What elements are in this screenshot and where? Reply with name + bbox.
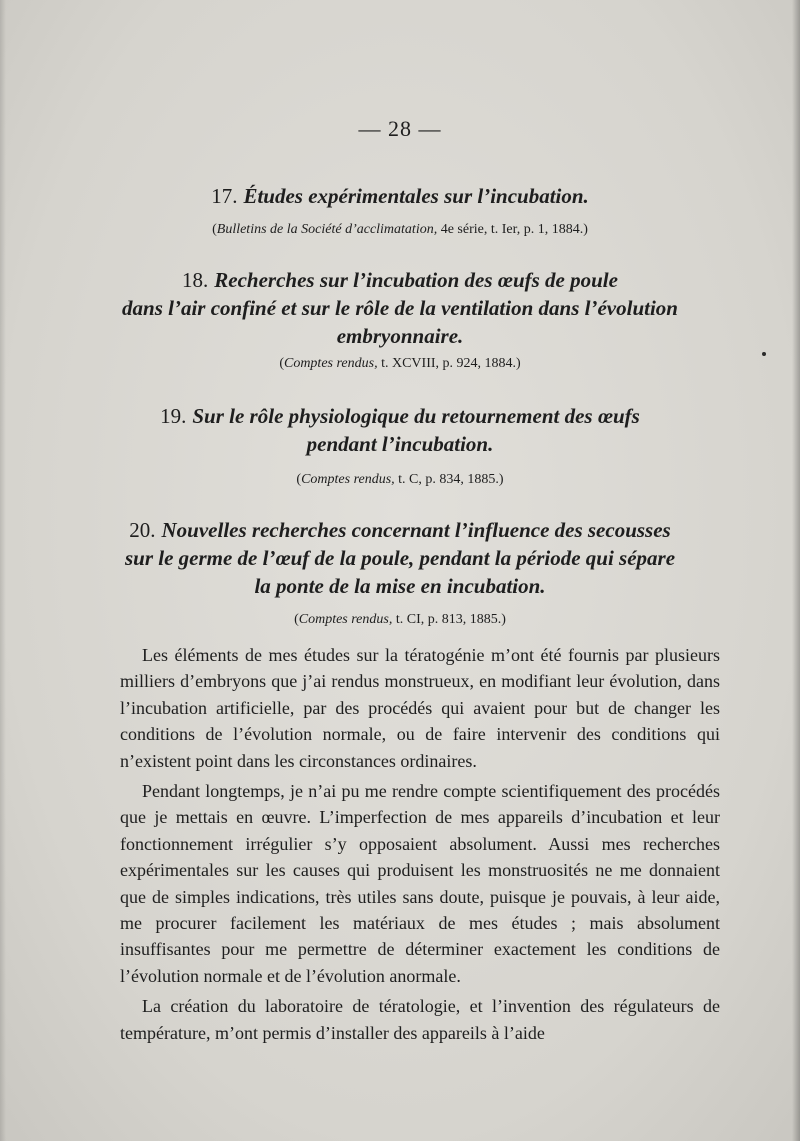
- citation-details: t. XCVIII, p. 924, 1884.: [381, 356, 517, 371]
- citation-source: Bulletins de la Société d’acclimatation,: [216, 222, 438, 237]
- bibliography-entry-17: [0, 182, 800, 240]
- paragraph: La création du laboratoire de tératologie, et l’invention des régulateurs de température, m’ont permis d’installer des appareils à l’aide: [120, 996, 720, 1043]
- citation-details: 4e série, t. Ier, p. 1, 1884.: [440, 222, 584, 237]
- citation-source: Comptes rendus,: [298, 612, 393, 627]
- entry-title-line: sur le germe de l’œuf de la poule, pendant la période qui sépare: [124, 546, 676, 570]
- entry-title-line: 17. Études expérimentales sur l’incubation.: [211, 184, 589, 208]
- entry-number: 19.: [160, 404, 187, 428]
- page-number: — 28 —: [358, 116, 442, 141]
- paragraph: Pendant longtemps, je n’ai pu me rendre compte scientifiquement des procédés que je mettais en œuvre. L’imperfection de mes appareils d’incubation et leur fonctionnement irrégulier s’y opposaient absolument. Aussi mes recherches expérimentales sur les causes qui produisent les monstruosités ne me donnaient que de simples indications, très utiles sans doute, puisque je pouvais, à leur aide, me procurer facilement les matériaux de mes études ; mais absolument insuffisantes pour me permettre de déterminer exactement les conditions de l’évolution normale et de l’évolution anormale.: [120, 781, 720, 986]
- entry-title-line: dans l’air confiné et sur le rôle de la ventilation dans l’évolution: [122, 296, 678, 320]
- citation-details: t. C, p. 834, 1885.: [398, 472, 499, 487]
- entry-title-line: pendant l’incubation.: [306, 432, 494, 456]
- paragraph: Les éléments de mes études sur la tératogénie m’ont été fournis par plusieurs milliers d’embryons que j’ai rendus monstrueux, en modifiant leur évolution, dans l’incubation artificielle, par des procédés qui avaient pour but de changer les conditions de l’évolution normale, ou de faire intervenir des conditions qui n’existent point dans les circonstances ordinaires.: [120, 645, 720, 771]
- entry-number: 17.: [211, 184, 238, 208]
- citation-details: t. CI, p. 813, 1885.: [395, 612, 502, 627]
- entry-title-line: 19. Sur le rôle physiologique du retournement des œufs: [160, 404, 640, 428]
- entry-title-line: 18. Recherches sur l’incubation des œufs de poule: [182, 268, 618, 292]
- bibliography-entry-20: [0, 516, 800, 630]
- bibliography-entry-19: [0, 402, 800, 490]
- entry-title-line: embryonnaire.: [336, 324, 464, 348]
- bibliography-entry-18: [0, 266, 800, 374]
- entry-number: 20.: [129, 518, 156, 542]
- entry-citation: (Comptes rendus, t. XCVIII, p. 924, 1884.): [279, 356, 521, 371]
- entry-citation: (Bulletins de la Société d’acclimatation, 4e série, t. Ier, p. 1, 1884.): [212, 222, 588, 237]
- entry-title-line: 20. Nouvelles recherches concernant l’influence des secousses: [129, 518, 671, 542]
- citation-source: Comptes rendus,: [283, 356, 378, 371]
- ink-speck: [762, 352, 766, 356]
- entry-number: 18.: [182, 268, 209, 292]
- citation-source: Comptes rendus,: [301, 472, 395, 487]
- entry-citation: (Comptes rendus, t. C, p. 834, 1885.): [296, 472, 504, 487]
- body-text: [120, 642, 720, 1046]
- entry-title-line: la ponte de la mise en incubation.: [254, 574, 546, 598]
- entry-citation: (Comptes rendus, t. CI, p. 813, 1885.): [294, 612, 506, 627]
